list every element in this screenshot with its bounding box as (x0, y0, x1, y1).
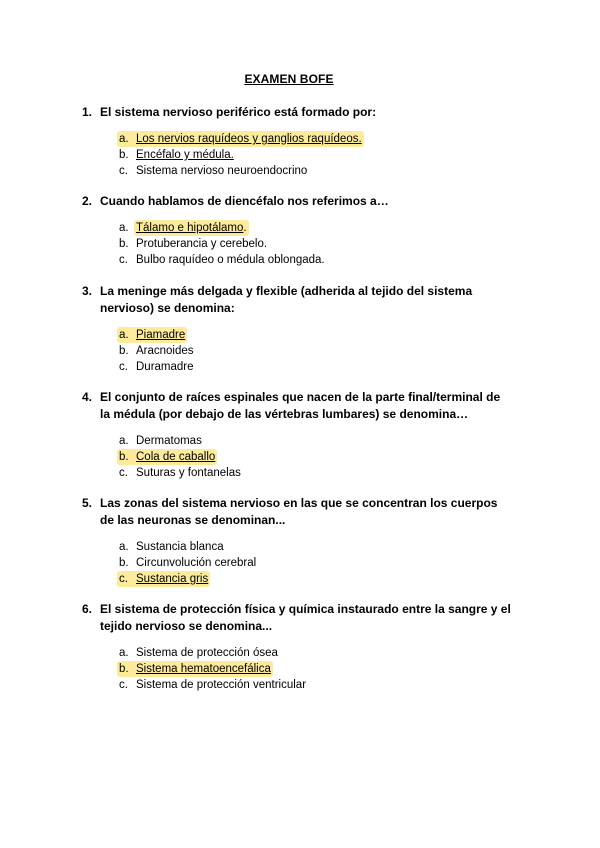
option-letter: c. (119, 165, 128, 177)
question-number: 6. (82, 602, 93, 616)
option-letter: b. (119, 345, 129, 357)
option-a (119, 645, 512, 661)
option-letter: b. (119, 557, 129, 569)
question-number: 2. (82, 194, 93, 208)
option-b (119, 343, 512, 359)
option-text: Suturas y fontanelas (136, 467, 241, 479)
option-text: Los nervios raquídeos y ganglios raquídeos. (136, 133, 362, 145)
option-letter: c. (119, 361, 128, 373)
options-list (82, 539, 512, 587)
option-text: Sistema hematoencefálica (136, 663, 271, 675)
option-text: Aracnoides (136, 345, 194, 357)
question-number: 1. (82, 105, 93, 119)
question-text: El sistema nervioso periférico está formado por: (100, 105, 377, 119)
option-letter: b. (119, 149, 129, 161)
options-list (82, 433, 512, 481)
option-text: Protuberancia y cerebelo. (136, 238, 268, 250)
option-c (119, 359, 512, 375)
question-text: La meninge más delgada y flexible (adherida al tejido del sistema nervioso) se denomina: (100, 284, 473, 315)
options-list (82, 131, 512, 179)
option-b (119, 236, 512, 252)
option-a (119, 433, 512, 449)
option-text: Circunvolución cerebral (136, 557, 257, 569)
option-letter: a. (119, 133, 129, 145)
options-list (82, 327, 512, 375)
option-c (119, 465, 512, 481)
option-c (119, 677, 512, 693)
question-text: El conjunto de raíces espinales que nacen de la parte final/terminal de la médula (por debajo de las vértebras lumbares) se denomina… (100, 390, 501, 421)
question-2 (82, 193, 512, 268)
option-b (119, 449, 512, 465)
option-text: Encéfalo y médula. (136, 149, 234, 161)
option-text: Duramadre (136, 361, 194, 373)
option-a (119, 220, 512, 236)
option-c (119, 571, 512, 587)
option-letter: c. (119, 679, 128, 691)
option-c (119, 252, 512, 268)
option-b (119, 555, 512, 571)
question-6 (82, 601, 512, 693)
question-text: Las zonas del sistema nervioso en las que se concentran los cuerpos de las neuronas se denominan... (100, 496, 498, 527)
question-text: El sistema de protección física y química instaurado entre la sangre y el tejido nervioso se denomina... (100, 602, 511, 633)
option-letter: a. (119, 541, 129, 553)
question-1 (82, 104, 512, 179)
option-letter: b. (119, 451, 129, 463)
option-b (119, 147, 512, 163)
answer-highlight (117, 327, 187, 343)
answer-highlight (117, 131, 364, 147)
option-text: Sistema de protección ósea (136, 647, 278, 659)
option-text: Sistema nervioso neuroendocrino (136, 165, 308, 177)
option-letter: b. (119, 663, 129, 675)
option-a (119, 327, 512, 343)
option-letter: b. (119, 238, 129, 250)
option-letter: a. (119, 329, 129, 341)
option-a (119, 539, 512, 555)
option-letter: a. (119, 222, 129, 234)
option-b (119, 661, 512, 677)
option-text: Sustancia blanca (136, 541, 224, 553)
option-text: Sustancia gris (136, 573, 209, 585)
question-number: 4. (82, 390, 93, 404)
option-text: Cola de caballo (136, 451, 216, 463)
option-letter: c. (119, 467, 128, 479)
option-suffix: . (243, 222, 247, 234)
option-text: Bulbo raquídeo o médula oblongada. (136, 254, 325, 266)
answer-highlight (117, 661, 273, 677)
answer-highlight (117, 449, 217, 465)
question-number: 5. (82, 496, 93, 510)
option-letter: a. (119, 435, 129, 447)
question-number: 3. (82, 284, 93, 298)
option-text: Piamadre (136, 329, 186, 341)
option-text: Tálamo e hipotálamo (136, 222, 244, 234)
answer-highlight (134, 220, 249, 236)
question-text: Cuando hablamos de diencéfalo nos referimos a… (100, 194, 389, 208)
option-letter: c. (119, 254, 128, 266)
options-list (82, 645, 512, 693)
question-4 (82, 389, 512, 481)
option-text: Sistema de protección ventricular (136, 679, 307, 691)
question-5 (82, 495, 512, 587)
answer-highlight (117, 571, 210, 587)
option-letter: c. (119, 573, 128, 585)
page-title: EXAMEN BOFE (244, 72, 334, 86)
question-3 (82, 283, 512, 375)
option-letter: a. (119, 647, 129, 659)
option-a (119, 131, 512, 147)
option-c (119, 163, 512, 179)
option-text: Dermatomas (136, 435, 202, 447)
options-list (82, 220, 512, 268)
